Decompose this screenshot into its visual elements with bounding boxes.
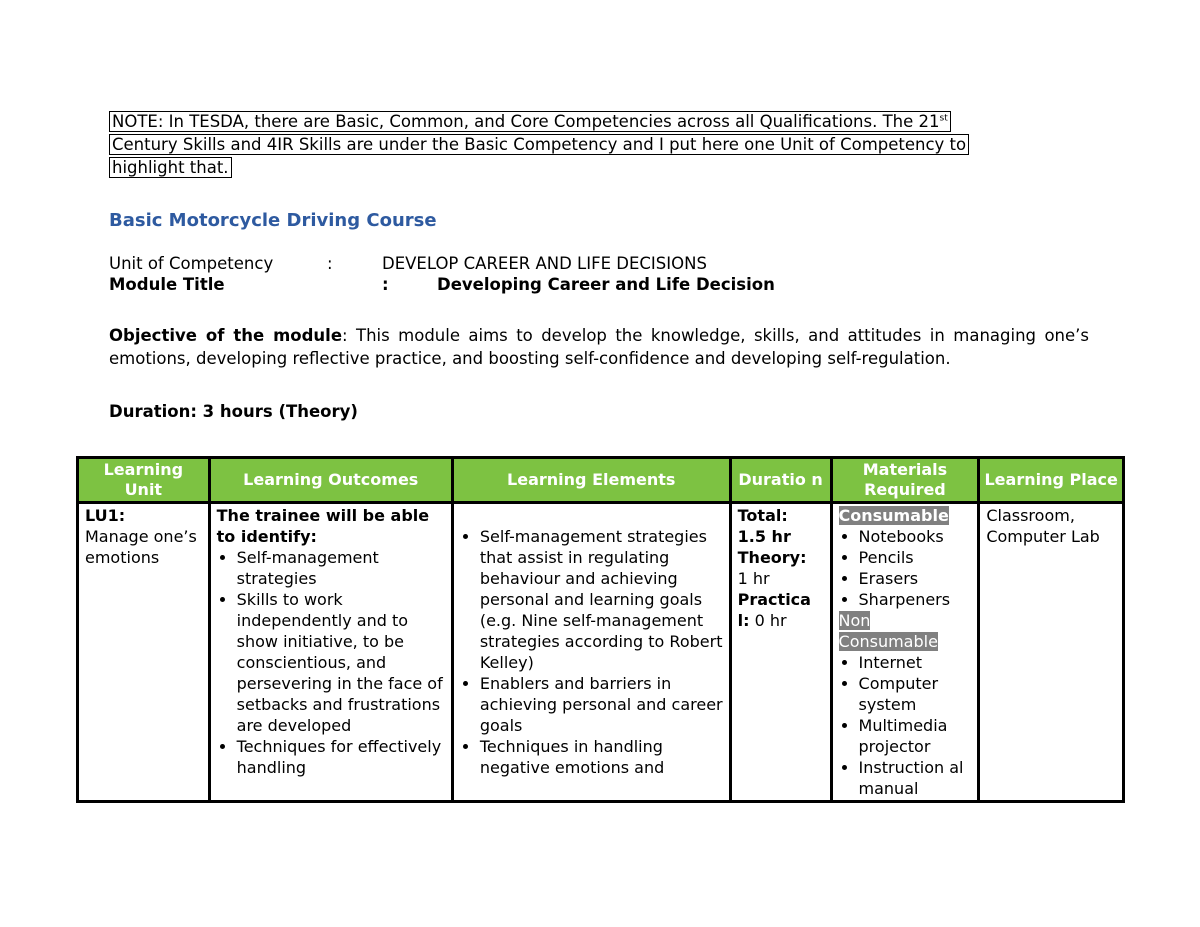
- duration-line: Duration: 3 hours (Theory): [109, 402, 358, 421]
- module-value: Developing Career and Life Decision: [437, 275, 775, 294]
- unit-value: DEVELOP CAREER AND LIFE DECISIONS: [382, 254, 707, 273]
- header-materials-required: Materials Required: [831, 458, 979, 503]
- duration-total-label: Total:: [737, 506, 788, 525]
- unit-name: Manage one’s emotions: [85, 527, 197, 567]
- module-label: Module Title: [109, 275, 225, 294]
- header-duration: Duratio n: [730, 458, 831, 503]
- duration-theory-value: 1 hr: [737, 569, 770, 588]
- table-row: [78, 503, 1124, 802]
- list-item: • Notebooks: [859, 526, 972, 547]
- note-line-1: NOTE: In TESDA, there are Basic, Common, and Core Competencies across all Qualifications. The 21st: [109, 111, 951, 132]
- duration-practical: Practica l: 0 hr: [737, 590, 811, 630]
- cell-learning-outcomes: [209, 503, 452, 802]
- header-learning-unit: Learning Unit: [78, 458, 210, 503]
- list-item: • Internet: [859, 652, 972, 673]
- list-item: • Self-management strategies: [237, 547, 445, 589]
- list-item: • Erasers: [859, 568, 972, 589]
- header-learning-place: Learning Place: [979, 458, 1124, 503]
- duration-total-value: 1.5 hr: [737, 527, 791, 546]
- list-item: • Techniques in handling negative emotions and: [480, 736, 723, 778]
- table-header-row: [78, 458, 1124, 503]
- list-item: • Sharpeners: [859, 589, 972, 610]
- cell-materials: [831, 503, 979, 802]
- list-item: • Skills to work independently and to show initiative, to be conscientious, and persevering in the face of setbacks and frustrations are developed: [237, 589, 445, 736]
- cell-duration: [730, 503, 831, 802]
- objective-paragraph: [109, 324, 1089, 370]
- consumable-label: Consumable: [838, 506, 949, 525]
- header-learning-elements: Learning Elements: [452, 458, 730, 503]
- outcomes-intro: The trainee will be able to identify:: [216, 506, 430, 546]
- duration-theory-label: Theory:: [737, 548, 807, 567]
- cell-learning-unit: [78, 503, 210, 802]
- list-item: • Instruction al manual: [859, 757, 972, 799]
- module-separator: :: [382, 275, 389, 294]
- list-item: • Techniques for effectively handling: [237, 736, 445, 778]
- list-item: • Pencils: [859, 547, 972, 568]
- list-item: • Computer system: [859, 673, 972, 715]
- note-line-3: highlight that.: [109, 157, 232, 178]
- module-table: [76, 456, 1125, 803]
- unit-separator: :: [327, 254, 333, 273]
- objective-text: : This module aims to develop the knowledge, skills, and attitudes in managing one’s emotions, developing reflective practice, and boosting self-confidence and developing self-regulation.: [109, 326, 1089, 368]
- list-item: • Self-management strategies that assist in regulating behaviour and achieving personal and learning goals (e.g. Nine self-management strategies according to Robert Kelley): [480, 526, 723, 673]
- course-title: Basic Motorcycle Driving Course: [109, 210, 437, 231]
- unit-label: Unit of Competency: [109, 254, 274, 273]
- non-consumable-label: Non Consumable: [838, 611, 938, 651]
- list-item: • Enablers and barriers in achieving personal and career goals: [480, 673, 723, 736]
- list-item: • Multimedia projector: [859, 715, 972, 757]
- cell-learning-place: Classroom, Computer Lab: [979, 503, 1124, 802]
- note-line-2: Century Skills and 4IR Skills are under the Basic Competency and I put here one Unit of Competency to: [109, 134, 969, 155]
- objective-label: Objective of the module: [109, 326, 343, 345]
- header-learning-outcomes: Learning Outcomes: [209, 458, 452, 503]
- cell-learning-elements: [452, 503, 730, 802]
- unit-code: LU1:: [85, 506, 126, 525]
- note-box: [109, 110, 1069, 179]
